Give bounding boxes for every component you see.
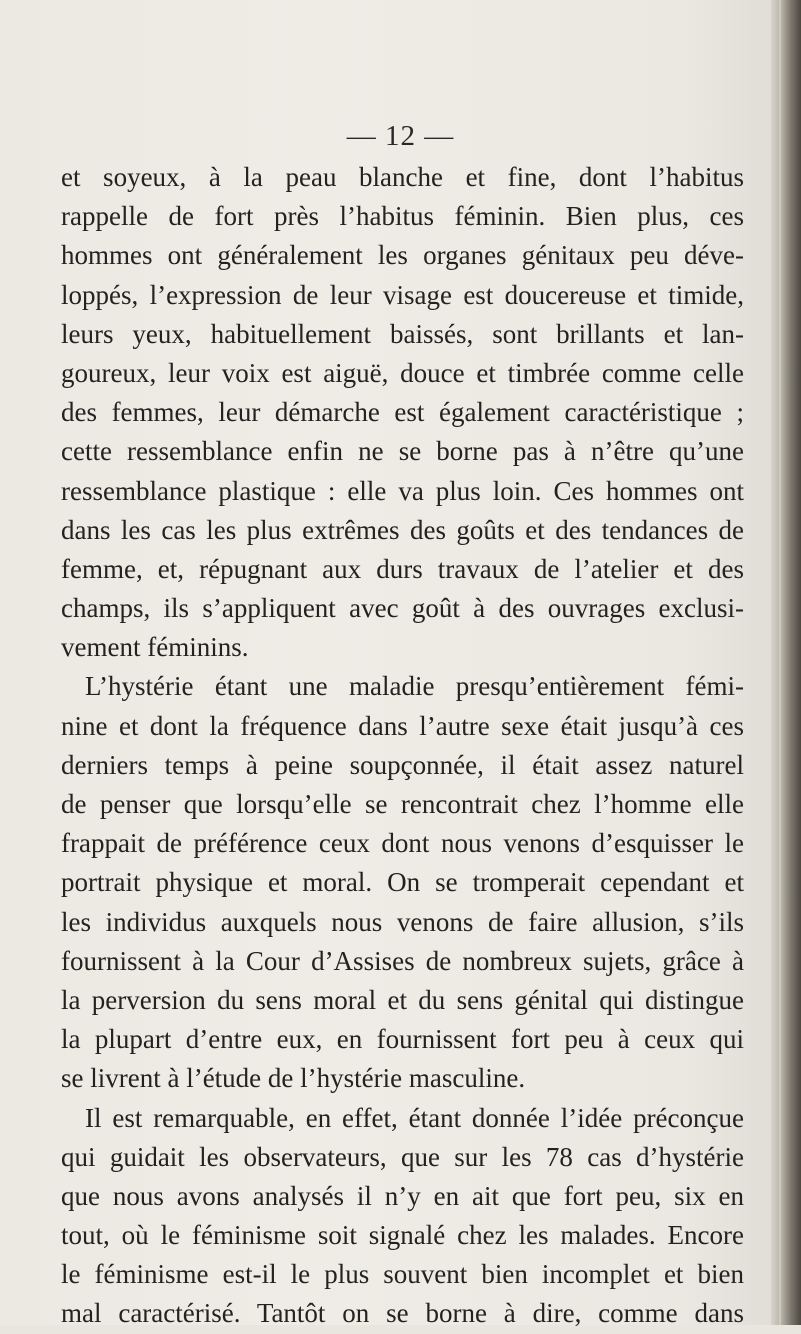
text-line: Il est remarquable, en effet, étant donnée l’idée préconçue xyxy=(85,1102,744,1133)
paragraph-1 xyxy=(61,158,744,667)
text-line: que nous avons analysés il n’y en ait que fort peu, six en xyxy=(61,1180,744,1211)
text-line: des femmes, leur démarche est également caractéristique ; xyxy=(61,397,744,428)
text-line: vement féminins. xyxy=(61,632,249,663)
text-line: la perversion du sens moral et du sens génital qui distingue xyxy=(61,984,744,1015)
body-text xyxy=(61,158,744,1334)
text-line: frappait de préférence ceux dont nous venons d’esquisser le xyxy=(61,828,744,859)
paragraph-2 xyxy=(61,667,744,1098)
text-line: dans les cas les plus extrêmes des goûts et des tendances de xyxy=(61,514,744,545)
paragraph-3 xyxy=(61,1099,744,1334)
text-line: femme, et, répugnant aux durs travaux de l’atelier et des xyxy=(61,553,744,584)
book-spine-shadow xyxy=(771,0,801,1325)
text-line: champs, ils s’appliquent avec goût à des ouvrages exclusi- xyxy=(61,593,744,624)
text-line: nine et dont la fréquence dans l’autre sexe était jusqu’à ces xyxy=(61,710,744,741)
text-line: le féminisme est-il le plus souvent bien incomplet et bien xyxy=(61,1259,744,1290)
text-line: ressemblance plastique : elle va plus loin. Ces hommes ont xyxy=(61,475,744,506)
text-line: mal caractérisé. Tantôt on se borne à dire, comme dans xyxy=(61,1298,744,1329)
text-line: derniers temps à peine soupçonnée, il était assez naturel xyxy=(61,749,744,780)
text-line: les individus auxquels nous venons de faire allusion, s’ils xyxy=(61,906,744,937)
text-line: leurs yeux, habituellement baissés, sont brillants et lan- xyxy=(61,318,744,349)
text-line: la plupart d’entre eux, en fournissent fort peu à ceux qui xyxy=(61,1024,744,1055)
text-line: cette ressemblance enfin ne se borne pas à n’être qu’une xyxy=(61,436,744,467)
text-line: se livrent à l’étude de l’hystérie masculine. xyxy=(61,1063,526,1094)
text-line: de penser que lorsqu’elle se rencontrait chez l’homme elle xyxy=(61,789,744,819)
text-line: fournissent à la Cour d’Assises de nombreux sujets, grâce à xyxy=(61,945,744,976)
text-line: tout, où le féminisme soit signalé chez les malades. Encore xyxy=(61,1220,744,1251)
text-line: et soyeux, à la peau blanche et fine, dont l’habitus xyxy=(61,162,744,192)
text-line: hommes ont généralement les organes génitaux peu déve- xyxy=(61,240,744,271)
text-line: goureux, leur voix est aiguë, douce et timbrée comme celle xyxy=(61,357,744,388)
text-line: qui guidait les observateurs, que sur les 78 cas d’hystérie xyxy=(61,1141,744,1172)
text-line: rappelle de fort près l’habitus féminin. Bien plus, ces xyxy=(61,201,744,232)
page-number-header: — 12 — xyxy=(346,120,455,152)
text-line: loppés, l’expression de leur visage est doucereuse et timide, xyxy=(61,279,744,310)
text-line: portrait physique et moral. On se tromperait cependant et xyxy=(61,867,744,898)
text-line: L’hystérie étant une maladie presqu’entièrement fémi- xyxy=(85,671,744,702)
